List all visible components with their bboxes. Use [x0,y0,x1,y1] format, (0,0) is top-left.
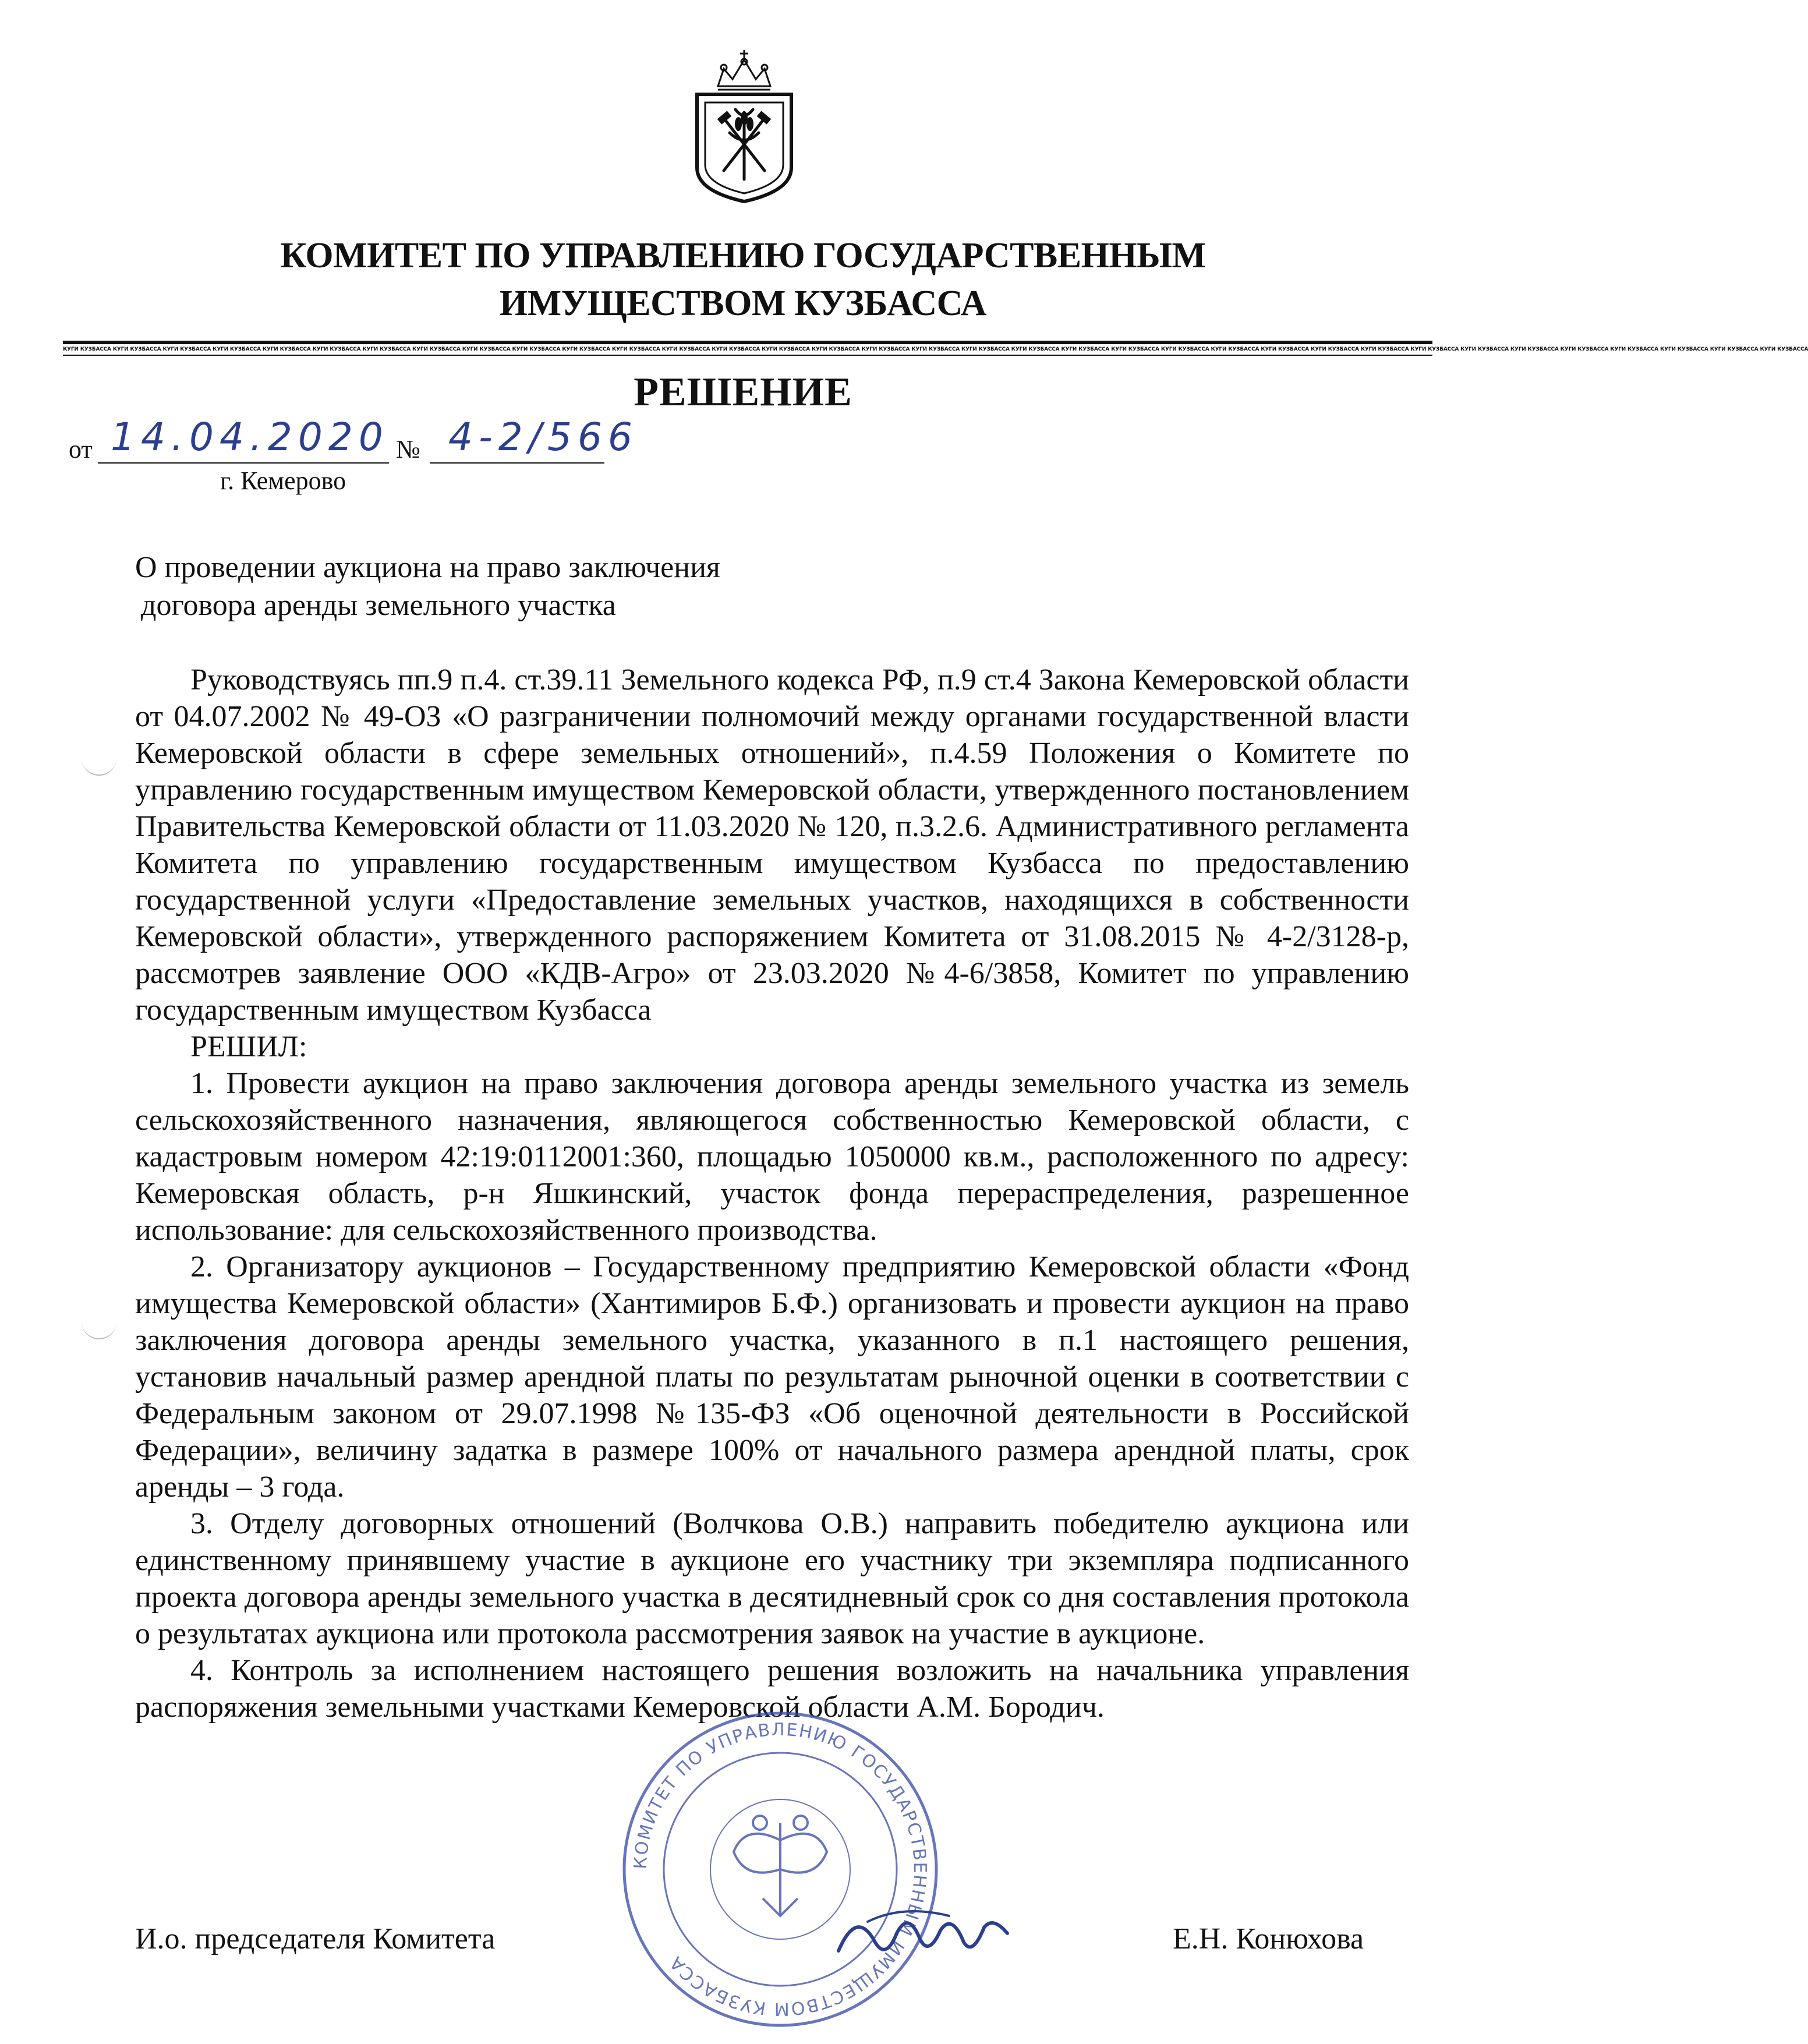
item-3-paragraph: 3. Отделу договорных отношений (Волчкова О.В.) направить победителю аукциона или единственному принявшему участие в аукционе его участнику три экземпляра подписанного проекта договора аренды земельного участка в десятидневный срок со дня составления протокола о результатах аукциона или протокола рассмотрения заявок на участие в аукционе. [135,1507,1409,1650]
resolved-label: РЕШИЛ: [190,1030,307,1063]
number-handwritten: 4-2/566 [448,415,639,459]
subject-line2: договора аренды земельного участка [141,589,616,622]
document-body [135,662,1409,1725]
seal-outer-text: КОМИТЕТ ПО УПРАВЛЕНИЮ ГОСУДАРСТВЕННЫМ ИМУЩЕСТВОМ КУЗБАССА [630,1719,930,2020]
official-seal-stamp [617,1706,943,2032]
number-underline [430,462,604,464]
city-label: г. Кемерово [220,466,346,495]
item-4-paragraph: 4. Контроль за исполнением настоящего решения возложить на начальника управления распоряжения земельными участками Кемеровской области А.М. Бородич. [135,1654,1409,1724]
item-2-paragraph: 2. Организатору аукционов – Государственному предприятию Кемеровской области «Фонд имущества Кемеровской области» (Хантимиров Б.Ф.) организовать и провести аукцион на право заключения договора аренды земельного участка, указанного в п.1 настоящего решения, установив начальный размер арендной платы по результатам рыночной оценки в соответствии с Федеральным законом от 29.07.1998 №135-ФЗ «Об оценочной деятельности в Российской Федерации», величину задатка в размере 100% от начального размера арендной платы, срок аренды – 3 года. [135,1250,1409,1504]
org-title-line1: КОМИТЕТ ПО УПРАВЛЕНИЮ ГОСУДАРСТВЕННЫМ [280,236,1206,275]
header-rule-thick [63,341,1432,344]
preamble-paragraph: Руководствуясь пп.9 п.4. ст.39.11 Земельного кодекса РФ, п.9 ст.4 Закона Кемеровской области от 04.07.2002 № 49-ОЗ «О разграничении полномочий между органами государственной власти Кемеровской области в сфере земельных отношений», п.4.59 Положения о Комитете по управлению государственным имуществом Кемеровской области, утвержденного постановлением Правительства Кемеровской области от 11.03.2020 № 120, п.3.2.6. Административного регламента Комитета по управлению государственным имуществом Кузбасса по предоставлению государственной услуги «Предоставление земельных участков, находящихся в собственности Кемеровской области», утвержденного распоряжением Комитета от 31.08.2015 № 4-2/3128-р, рассмотрев заявление ООО «КДВ-Агро» от 23.03.2020 №4-6/3858, Комитет по управлению государственным имуществом Кузбасса [135,663,1409,1027]
margin-mark [82,757,116,776]
margin-mark [82,1321,116,1339]
handwritten-signature [833,1898,1025,1968]
subject-line1: О проведении аукциона на право заключения [135,551,720,584]
coat-of-arms-emblem [689,45,799,205]
date-prefix: от [69,435,93,464]
date-underline [98,462,389,464]
signatory-position: И.о. председателя Комитета [135,1922,496,1955]
org-title-line2: ИМУЩЕСТВОМ КУЗБАССА [499,284,987,323]
document-subject [135,549,720,624]
item-1-paragraph: 1. Провести аукцион на право заключения договора аренды земельного участка из земель сельскохозяйственного назначения, являющегося собственностью Кемеровской области, с кадастровым номером 42:19:0112001:360, площадью 1050000 кв.м., расположенного по адресу: Кемеровская область, р-н Яшкинский, участок фонда перераспределения, разрешенное использование: для сельскохозяйственного производства. [135,1067,1409,1247]
document-type-title: РЕШЕНИЕ [634,370,852,415]
header-rule-text: КУГИ КУЗБАССА КУГИ КУЗБАССА КУГИ КУЗБАССА КУГИ КУЗБАССА КУГИ КУЗБАССА КУГИ КУЗБАССА КУГИ КУЗБАССА КУГИ КУЗБАССА КУГИ КУЗБАССА КУГИ КУЗБАССА КУГИ КУЗБАССА КУГИ КУЗБАССА КУГИ КУЗБАССА КУГИ КУЗБАССА КУГИ КУЗБАССА КУГИ КУЗБАССА КУГИ КУЗБАССА КУГИ КУЗБАССА КУГИ КУЗБАССА КУГИ КУЗБАССА КУГИ КУЗБАССА КУГИ КУЗБАССА КУГИ КУЗБАССА КУГИ КУЗБАССА КУГИ КУЗБАССА КУГИ КУЗБАССА КУГИ КУЗБАССА КУГИ КУЗБАССА КУГИ КУЗБАССА КУГИ КУЗБАССА КУГИ КУЗБАССА КУГИ КУЗБАССА КУГИ КУЗБАССА КУГИ КУЗБАССА КУГИ КУЗБАССА [63,346,1808,352]
header-rule-thin [63,355,1432,356]
number-prefix: № [396,435,420,464]
signatory-name: Е.Н. Конюхова [1173,1922,1364,1955]
date-handwritten: 14.04.2020 [111,415,389,459]
